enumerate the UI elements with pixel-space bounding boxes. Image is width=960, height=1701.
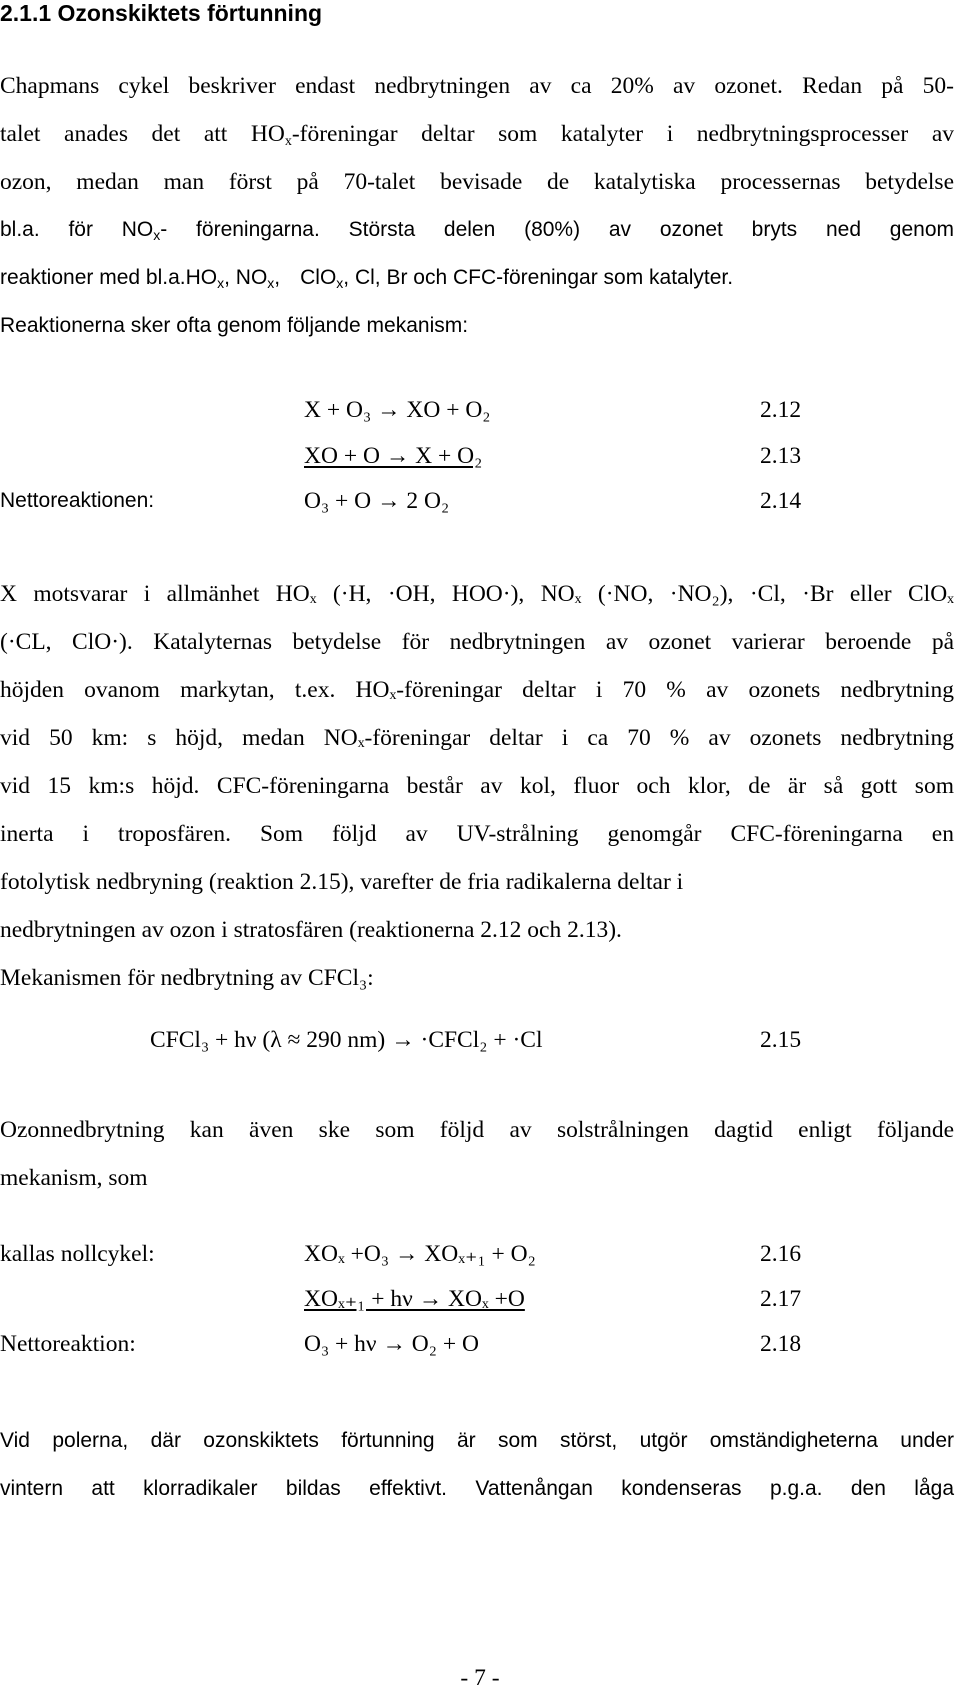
equation-number: 2.15 bbox=[760, 1027, 802, 1053]
text-line: nedbrytningen av ozon i stratosfären (reaktionerna 2.12 och 2.13). bbox=[0, 917, 622, 943]
text-span: Ozonnedbrytning kan även ske som följd av solstrålningen dagtid enligt följande bbox=[0, 1117, 954, 1143]
net-reaction-label: Nettoreaktion: bbox=[0, 1331, 136, 1357]
text-line bbox=[0, 206, 954, 254]
text-span: Chapmans cykel beskriver endast nedbrytningen av ca 20% av ozonet. Redan på 50- bbox=[0, 73, 954, 99]
equation-2-18: O₃ + hν → O₂ + O bbox=[304, 1331, 479, 1357]
text-line bbox=[0, 1465, 954, 1513]
equation-number: 2.17 bbox=[760, 1286, 802, 1312]
text-line bbox=[0, 158, 954, 206]
text-span: (·CL, ClO·). Katalyternas betydelse för nedbrytningen av ozonet varierar beroende på bbox=[0, 629, 954, 655]
text-span: vid 50 km: s höjd, medan NOₓ-föreningar deltar i ca 70 % av ozonets nedbrytning bbox=[0, 725, 954, 751]
paragraph-catalysts bbox=[0, 570, 954, 1002]
text-line bbox=[0, 570, 954, 618]
section-title: 2.1.1 Ozonskiktets förtunning bbox=[0, 0, 323, 26]
text-span: talet anades det att $HO_x$-föreningar deltar som katalyter i nedbrytningsprocesser av bbox=[0, 121, 954, 149]
equation-2-15: CFCl₃ + hν (λ ≈ 290 nm) → ·CFCl₂ + ·Cl bbox=[150, 1027, 543, 1053]
equation-2-13: XO + O → X + O₂ bbox=[304, 443, 483, 469]
equation-2-14: O₃ + O → 2 O₂ bbox=[304, 488, 450, 514]
text-line: Mekanismen för nedbrytning av CFCl₃: bbox=[0, 965, 374, 991]
equation-number: 2.16 bbox=[760, 1241, 802, 1267]
equation-number: 2.14 bbox=[760, 488, 802, 514]
text-span: bl.a. för $NO_x-$ föreningarna. Största delen (80%) av ozonet bryts ned genom bbox=[0, 218, 955, 243]
net-reaction-label: Nettoreaktionen: bbox=[0, 489, 155, 512]
equation-number: 2.13 bbox=[760, 443, 802, 469]
text-line bbox=[0, 110, 954, 158]
text-span: Vid polerna, där ozonskiktets förtunning är som störst, utgör omständigheterna under bbox=[0, 1429, 954, 1452]
text-line bbox=[0, 1417, 954, 1465]
text-span: vintern att klorradikaler bildas effektivt. Vattenångan kondenseras p.g.a. den låga bbox=[0, 1477, 954, 1500]
text-line bbox=[0, 1106, 954, 1154]
text-line: reaktioner med $bl.a.HO_x$, $NO_x$, ClO$_x$, Cl, Br och CFC-föreningar som katalyter. bbox=[0, 266, 734, 291]
text-line bbox=[0, 762, 954, 810]
text-line: mekanism, som bbox=[0, 1165, 148, 1191]
equation-2-16: XOₓ +O₃ → XOₓ₊₁ + O₂ bbox=[304, 1241, 536, 1267]
page-number: - 7 - bbox=[460, 1665, 500, 1691]
text-span: vid 15 km:s höjd. CFC-föreningarna består av kol, fluor och klor, de är så gott som bbox=[0, 773, 954, 799]
equation-number: 2.18 bbox=[760, 1331, 802, 1357]
paragraph-null-cycle-intro bbox=[0, 1106, 954, 1202]
text-line bbox=[0, 666, 954, 714]
equation-2-17: XOₓ₊₁ + hν → XOₓ +O bbox=[304, 1286, 525, 1312]
text-line bbox=[0, 618, 954, 666]
equation-number: 2.12 bbox=[760, 397, 802, 423]
text-span: inerta i troposfären. Som följd av UV-strålning genomgår CFC-föreningarna en bbox=[0, 821, 954, 847]
paragraph-polar bbox=[0, 1417, 954, 1513]
text-line bbox=[0, 858, 954, 906]
text-line bbox=[0, 810, 954, 858]
text-span: höjden ovanom markytan, t.ex. HOₓ-föreningar deltar i 70 % av ozonets nedbrytning bbox=[0, 677, 954, 703]
text-line bbox=[0, 62, 954, 110]
paragraph-intro bbox=[0, 62, 954, 350]
equation-2-12: X + O₃ → XO + O₂ bbox=[304, 397, 491, 423]
null-cycle-label: kallas nollcykel: bbox=[0, 1241, 155, 1267]
text-line bbox=[0, 714, 954, 762]
text-span: X motsvarar i allmänhet HOₓ (·H, ·OH, HOO·), NOₓ (·NO, ·NO₂), ·Cl, ·Br eller ClOₓ bbox=[0, 581, 954, 607]
text-span: fotolytisk nedbryning (reaktion 2.15), varefter de fria radikalerna deltar i bbox=[0, 869, 684, 895]
text-span: ozon, medan man först på 70-talet bevisade de katalytiska processernas betydelse bbox=[0, 169, 954, 195]
text-line: Reaktionerna sker ofta genom följande mekanism: bbox=[0, 314, 469, 337]
